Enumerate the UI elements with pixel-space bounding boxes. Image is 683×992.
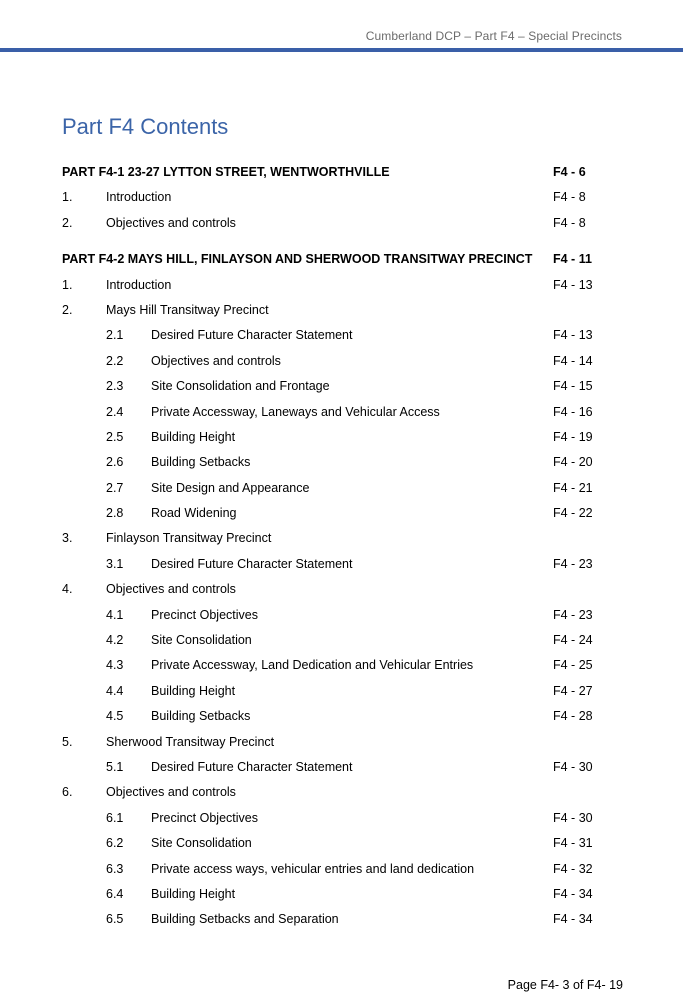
toc-page-ref: F4 - 20 <box>553 455 593 470</box>
toc-entry-label: Desired Future Character Statement <box>151 328 353 343</box>
toc-subentry[interactable] <box>62 326 593 351</box>
toc-subentry[interactable] <box>62 377 593 402</box>
toc-entry-label: Site Consolidation <box>151 633 252 648</box>
toc-page-ref: F4 - 28 <box>553 709 593 724</box>
toc-entry-label: Site Consolidation and Frontage <box>151 379 330 394</box>
toc-page-ref: F4 - 30 <box>553 759 593 774</box>
toc-subentry[interactable] <box>62 403 593 428</box>
toc-page-ref: F4 - 11 <box>553 252 592 267</box>
toc-entry-number: 1. <box>62 277 73 292</box>
toc-entry-label: Mays Hill Transitway Precinct <box>106 302 269 317</box>
toc-page-ref: F4 - 31 <box>553 836 593 851</box>
toc-subentry[interactable] <box>62 682 593 707</box>
toc-page-ref: F4 - 21 <box>553 480 593 495</box>
toc-entry-number: 2.2 <box>106 353 124 368</box>
toc-entry[interactable] <box>62 529 593 554</box>
table-of-contents <box>62 163 593 936</box>
toc-subentry[interactable] <box>62 631 593 656</box>
toc-entry-number: 6.4 <box>106 886 124 901</box>
toc-entry-label: Road Widening <box>151 506 237 521</box>
toc-entry-label: Objectives and controls <box>106 215 236 230</box>
toc-page-ref: F4 - 6 <box>553 165 586 179</box>
toc-entry-label: Private Accessway, Land Dedication and Vehicular Entries <box>151 658 474 673</box>
page-title: Part F4 Contents <box>62 114 229 139</box>
toc-entry-label: Building Setbacks and Separation <box>151 912 339 927</box>
toc-entry-number: 5. <box>62 734 73 749</box>
toc-entry-number: 6.3 <box>106 861 124 876</box>
toc-entry[interactable] <box>62 733 593 758</box>
toc-page-ref: F4 - 13 <box>553 328 593 343</box>
toc-page-ref: F4 - 8 <box>553 215 586 230</box>
toc-entry[interactable] <box>62 188 593 213</box>
toc-entry[interactable] <box>62 276 593 301</box>
toc-page-ref: F4 - 19 <box>553 429 593 444</box>
toc-subentry[interactable] <box>62 504 593 529</box>
toc-entry-number: 4. <box>62 582 73 597</box>
toc-entry-number: 2. <box>62 215 73 230</box>
section-gap <box>62 239 593 250</box>
toc-page-ref: F4 - 34 <box>553 912 593 927</box>
toc-subentry[interactable] <box>62 453 593 478</box>
toc-entry-number: 5.1 <box>106 759 124 774</box>
toc-page-ref: F4 - 23 <box>553 556 593 571</box>
toc-entry-number: 2.8 <box>106 506 124 521</box>
toc-subentry[interactable] <box>62 809 593 834</box>
toc-page-ref: F4 - 34 <box>553 886 593 901</box>
toc-entry-label: Sherwood Transitway Precinct <box>106 734 275 749</box>
toc-entry-label: Introduction <box>106 277 172 292</box>
toc-entry-number: 6.2 <box>106 836 124 851</box>
toc-subentry[interactable] <box>62 428 593 453</box>
toc-entry-label: Introduction <box>106 190 172 205</box>
toc-page-ref: F4 - 27 <box>553 683 593 698</box>
toc-entry-label: Private Accessway, Laneways and Vehicular Access <box>151 404 440 419</box>
toc-entry-number: 2.7 <box>106 480 124 495</box>
toc-subentry[interactable] <box>62 910 593 935</box>
toc-entry-number: 4.1 <box>106 607 124 622</box>
part2-entries <box>62 276 593 936</box>
toc-subentry[interactable] <box>62 707 593 732</box>
toc-page-ref: F4 - 16 <box>553 404 593 419</box>
toc-subentry[interactable] <box>62 758 593 783</box>
toc-subentry[interactable] <box>62 834 593 859</box>
toc-subentry[interactable] <box>62 656 593 681</box>
toc-entry-label: Finlayson Transitway Precinct <box>106 531 272 546</box>
toc-part-heading[interactable] <box>62 163 593 188</box>
toc-entry-label: Building Setbacks <box>151 709 251 724</box>
toc-entry-number: 3. <box>62 531 73 546</box>
toc-entry-label: Building Height <box>151 429 236 444</box>
toc-page-ref: F4 - 30 <box>553 810 593 825</box>
toc-entry-number: 3.1 <box>106 556 124 571</box>
toc-part-label: PART F4-1 23-27 LYTTON STREET, WENTWORTHVILLE <box>62 165 390 179</box>
toc-page-ref: F4 - 25 <box>553 658 593 673</box>
toc-entry-label: Precinct Objectives <box>151 810 258 825</box>
toc-entry-label: Objectives and controls <box>106 582 236 597</box>
toc-entry[interactable] <box>62 580 593 605</box>
toc-entry[interactable] <box>62 301 593 326</box>
toc-entry-number: 2.6 <box>106 455 124 470</box>
toc-page-ref: F4 - 14 <box>553 353 593 368</box>
toc-page-ref: F4 - 23 <box>553 607 593 622</box>
toc-entry-number: 2.5 <box>106 429 124 444</box>
toc-page-ref: F4 - 15 <box>553 379 593 394</box>
header-divider <box>0 48 683 52</box>
toc-entry-number: 2. <box>62 302 73 317</box>
running-header: Cumberland DCP – Part F4 – Special Precincts <box>365 29 622 43</box>
toc-page-ref: F4 - 32 <box>553 861 593 876</box>
toc-entry-label: Site Design and Appearance <box>151 480 310 495</box>
toc-subentry[interactable] <box>62 352 593 377</box>
toc-entry-label: Site Consolidation <box>151 836 252 851</box>
toc-entry-label: Objectives and controls <box>106 785 236 800</box>
toc-subentry[interactable] <box>62 606 593 631</box>
toc-part-label: PART F4-2 MAYS HILL, FINLAYSON AND SHERWOOD TRANSITWAY PRECINCT <box>62 252 533 267</box>
toc-page-ref: F4 - 13 <box>553 277 593 292</box>
toc-entry-number: 6.5 <box>106 912 124 927</box>
toc-subentry[interactable] <box>62 555 593 580</box>
toc-entry-label: Desired Future Character Statement <box>151 556 353 571</box>
toc-entry-number: 4.3 <box>106 658 124 673</box>
toc-entry-number: 4.4 <box>106 683 124 698</box>
toc-entry[interactable] <box>62 214 593 239</box>
toc-entry-number: 2.1 <box>106 328 124 343</box>
toc-entry-label: Objectives and controls <box>151 353 281 368</box>
toc-entry-label: Building Setbacks <box>151 455 251 470</box>
toc-entry-label: Precinct Objectives <box>151 607 258 622</box>
toc-subentry[interactable] <box>62 479 593 504</box>
toc-entry-number: 6.1 <box>106 810 124 825</box>
toc-entry-label: Building Height <box>151 886 236 901</box>
toc-entry-label: Private access ways, vehicular entries and land dedication <box>151 861 475 876</box>
page-number-footer: Page F4- 3 of F4- 19 <box>507 978 623 992</box>
toc-entry-number: 4.2 <box>106 633 124 648</box>
toc-subentry[interactable] <box>62 860 593 885</box>
toc-entry-label: Building Height <box>151 683 236 698</box>
toc-entry-label: Desired Future Character Statement <box>151 759 353 774</box>
toc-entry-number: 2.3 <box>106 379 124 394</box>
toc-page-ref: F4 - 8 <box>553 190 586 205</box>
toc-entry-number: 1. <box>62 190 73 205</box>
toc-subentry[interactable] <box>62 885 593 910</box>
toc-part-heading[interactable] <box>62 250 593 275</box>
toc-entry-number: 2.4 <box>106 404 124 419</box>
toc-page-ref: F4 - 22 <box>553 506 593 521</box>
toc-entry-number: 4.5 <box>106 709 124 724</box>
toc-page-ref: F4 - 24 <box>553 633 593 648</box>
toc-entry[interactable] <box>62 783 593 808</box>
toc-entry-number: 6. <box>62 785 73 800</box>
